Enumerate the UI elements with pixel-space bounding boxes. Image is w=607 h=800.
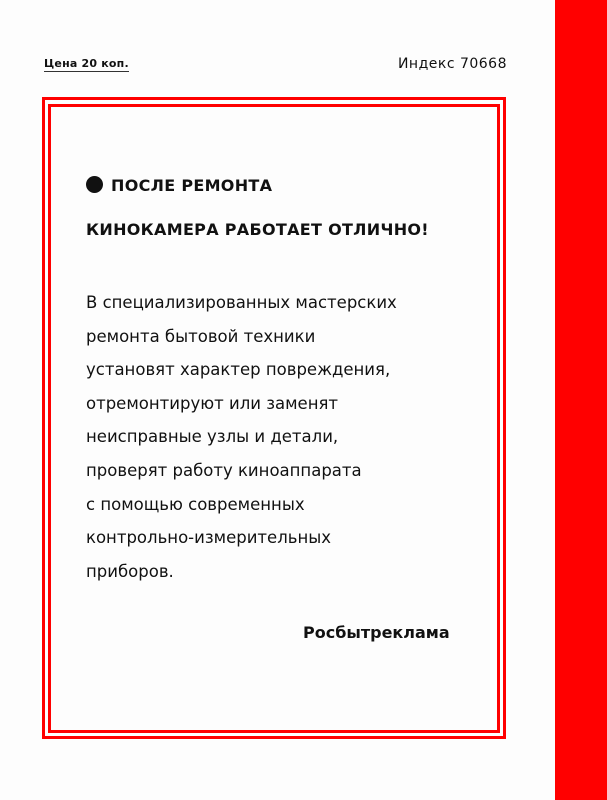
- body-line: В специализированных мастерских: [86, 293, 397, 312]
- price-label: Цена 20 коп.: [44, 57, 129, 70]
- body-line: ремонта бытовой техники: [86, 326, 316, 346]
- bullet-icon: [86, 176, 103, 193]
- headline-line-1: [86, 176, 272, 195]
- body-line: контрольно-измерительных: [86, 528, 332, 548]
- body-line: неисправные узлы и детали,: [86, 427, 339, 447]
- body-line: установят характер повреждения,: [86, 360, 391, 380]
- body-line: проверят работу киноаппарата: [86, 460, 362, 480]
- signature: Росбытреклама: [303, 623, 450, 642]
- index-label: Индекс 70668: [397, 56, 507, 72]
- body-line: отремонтируют или заменят: [86, 393, 339, 413]
- headline-text-1: ПОСЛЕ РЕМОНТА: [111, 176, 273, 195]
- body-line: приборов.: [86, 561, 174, 581]
- body-line: с помощью современных: [86, 494, 305, 514]
- ad-body: [86, 286, 397, 588]
- headline-line-2: КИНОКАМЕРА РАБОТАЕТ ОТЛИЧНО!: [86, 220, 429, 239]
- red-edge-strip: [555, 0, 607, 800]
